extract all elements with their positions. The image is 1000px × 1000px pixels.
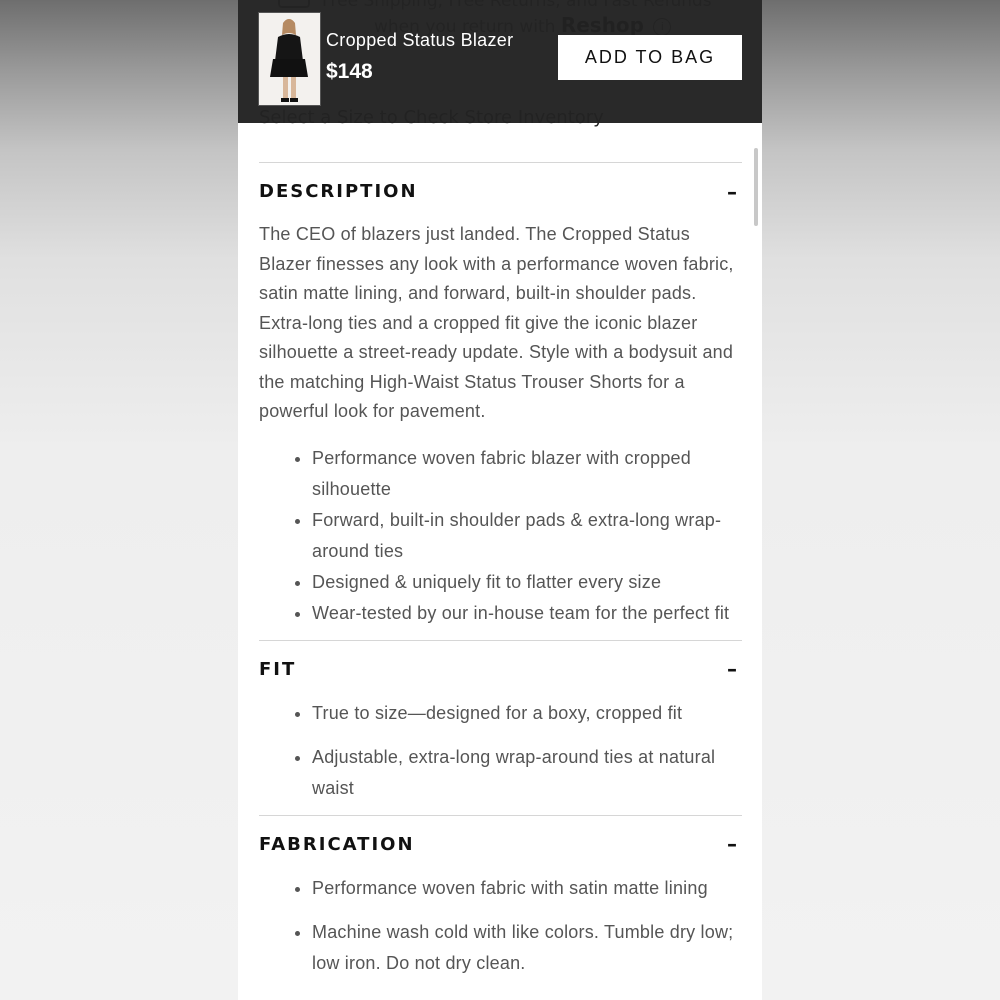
scrollbar[interactable] xyxy=(754,148,758,226)
description-paragraph: The CEO of blazers just landed. The Cropped Status Blazer finesses any look with a performance woven fabric, satin matte lining, and forward, built-in shoulder pads. Extra-long ties and a cropped fit give the iconic blazer silhouette a street-ready update. Style with a bodysuit and the matching High-Waist Status Trouser Shorts for a powerful look for pavement. xyxy=(259,224,734,421)
product-thumbnail xyxy=(258,12,321,106)
description-title: DESCRIPTION xyxy=(259,181,418,202)
list-item: • Adjustable, extra-long wrap-around ties at natural waist xyxy=(312,742,742,804)
list-item: • Performance woven fabric blazer with cropped silhouette xyxy=(312,443,742,505)
background-right xyxy=(762,0,1000,1000)
fit-title: FIT xyxy=(259,658,297,680)
product-details xyxy=(259,162,742,992)
product-page xyxy=(238,0,762,1000)
list-item: • Wear-tested by our in-house team for the perfect fit xyxy=(312,598,742,629)
fabrication-bullets xyxy=(259,873,742,979)
description-section xyxy=(259,162,742,629)
fabrication-title: FABRICATION xyxy=(259,833,415,855)
minus-icon[interactable]: – xyxy=(727,832,737,856)
minus-icon[interactable]: – xyxy=(727,179,737,204)
list-item: • Forward, built-in shoulder pads & extra-long wrap-around ties xyxy=(312,505,742,567)
description-header[interactable] xyxy=(259,163,742,220)
minus-icon[interactable]: – xyxy=(727,657,737,681)
list-item: • Performance woven fabric with satin matte lining xyxy=(312,873,742,904)
add-to-bag-button[interactable]: ADD TO BAG xyxy=(558,35,742,80)
list-item: • Designed & uniquely fit to flatter every size xyxy=(312,567,742,598)
description-bullets xyxy=(259,443,742,629)
fabrication-header[interactable] xyxy=(259,816,742,873)
fit-bullets xyxy=(259,698,742,804)
fit-header[interactable] xyxy=(259,641,742,698)
fabrication-section xyxy=(259,815,742,979)
sticky-product-price: $148 xyxy=(326,60,373,83)
list-item: • True to size—designed for a boxy, cropped fit xyxy=(312,698,742,729)
sticky-product-name: Cropped Status Blazer xyxy=(326,30,514,50)
fit-section xyxy=(259,640,742,804)
sticky-add-to-bag-bar xyxy=(238,0,762,123)
background-left xyxy=(0,0,238,1000)
list-item: • Machine wash cold with like colors. Tumble dry low; low iron. Do not dry clean. xyxy=(312,917,742,979)
